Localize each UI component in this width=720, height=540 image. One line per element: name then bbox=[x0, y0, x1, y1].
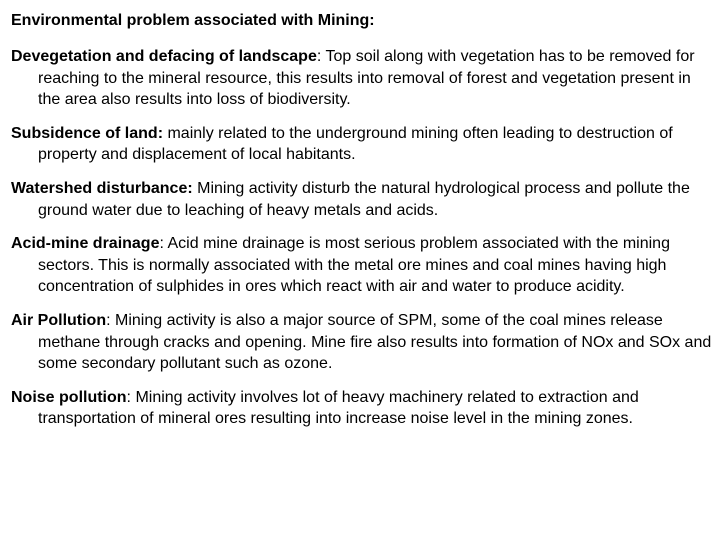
paragraph-separator: : bbox=[126, 388, 136, 406]
paragraph-text: Mining activity is also a major source of SPM, some of the coal mines release methane through cracks and opening. Mine fire also results into formation of NOx and SOx and some secondary pollutant such as ozone. bbox=[38, 311, 712, 373]
paragraph-term: Subsidence of land: bbox=[11, 124, 164, 142]
paragraph-subsidence bbox=[11, 123, 714, 166]
paragraph-term: Acid-mine drainage bbox=[11, 235, 160, 253]
paragraph-air-pollution bbox=[11, 310, 714, 375]
paragraph-acid-mine-drainage bbox=[11, 233, 714, 298]
document-title: Environmental problem associated with Mining: bbox=[11, 12, 375, 29]
paragraph-separator: : bbox=[159, 235, 168, 253]
paragraph-term: Air Pollution bbox=[11, 311, 107, 329]
paragraph-text: Mining activity involves lot of heavy machinery related to extraction and transportation of mineral ores resulting into increase noise level in the mining zones. bbox=[38, 388, 639, 428]
paragraph-watershed bbox=[11, 178, 714, 221]
paragraph-separator: : bbox=[316, 48, 326, 65]
paragraph-text: Top soil along with vegetation has to be removed for reaching to the mineral resource, this results into removal of forest and vegetation present in the area also results into loss of biodiversity. bbox=[38, 48, 695, 109]
paragraph-term: Devegetation and defacing of landscape bbox=[11, 48, 317, 65]
paragraph-term: Watershed disturbance: bbox=[11, 179, 193, 197]
paragraph-text: mainly related to the underground mining often leading to destruction of property and displacement of local habitants. bbox=[38, 124, 673, 164]
document-page bbox=[11, 11, 714, 442]
paragraph-noise-pollution bbox=[11, 387, 714, 430]
paragraph-term: Noise pollution bbox=[11, 388, 127, 406]
paragraph-text: Mining activity disturb the natural hydrological process and pollute the ground water due to leaching of heavy metals and acids. bbox=[38, 179, 690, 219]
paragraph-separator: : bbox=[106, 311, 115, 329]
paragraph-text: Acid mine drainage is most serious problem associated with the mining sectors. This is normally associated with the metal ore mines and coal mines having high concentration of sulphides in ores which react with air and water to produce acidity. bbox=[38, 235, 670, 296]
paragraph-devegetation bbox=[11, 46, 714, 111]
